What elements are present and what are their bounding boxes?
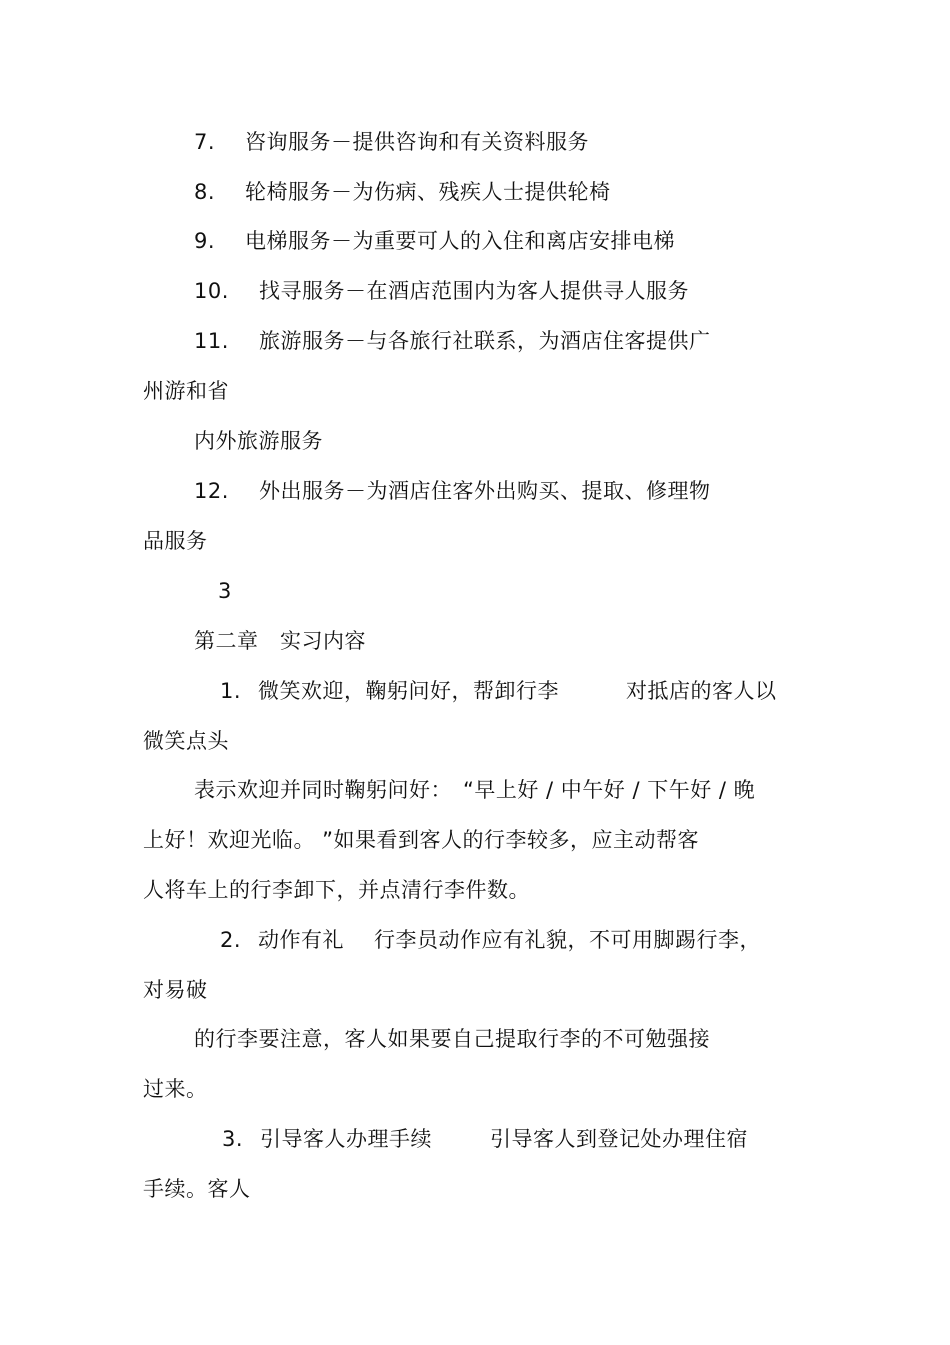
list-item-text: 旅游服务－与各旅行社联系，为酒店住客提供广 xyxy=(259,329,711,353)
text-line: 人将车上的行李卸下，并点清行李件数。 xyxy=(143,878,530,902)
list-number: 3. xyxy=(222,1127,244,1151)
list-item-text: 找寻服务－在酒店范围内为客人提供寻人服务 xyxy=(259,279,689,303)
text-line: 过来。 xyxy=(143,1077,208,1101)
list-number: 7. xyxy=(194,130,216,154)
text-line: 表示欢迎并同时鞠躬问好： “早上好 / 中午好 / 下午好 / 晚 xyxy=(194,778,756,802)
text-line: 对易破 xyxy=(143,978,208,1002)
list-item-text: 咨询服务－提供咨询和有关资料服务 xyxy=(245,130,589,154)
text-line: 州游和省 xyxy=(143,379,229,403)
text-line: 上好！欢迎光临。 ”如果看到客人的行李较多，应主动帮客 xyxy=(143,828,700,852)
list-number: 10. xyxy=(194,279,229,303)
text-line: 品服务 xyxy=(143,529,208,553)
list-item-title: 微笑欢迎，鞠躬问好，帮卸行李 xyxy=(258,679,559,703)
list-item-title: 动作有礼 xyxy=(258,928,344,952)
list-number: 1. xyxy=(220,679,242,703)
list-number: 2. xyxy=(220,928,242,952)
list-item-text: 外出服务－为酒店住客外出购买、提取、修理物 xyxy=(259,479,711,503)
list-number: 8. xyxy=(194,180,216,204)
list-number: 11. xyxy=(194,329,229,353)
text-line: 手续。客人 xyxy=(143,1177,251,1201)
list-item-text: 对抵店的客人以 xyxy=(626,679,777,703)
list-item-text: 电梯服务－为重要可人的入住和离店安排电梯 xyxy=(245,229,675,253)
list-item-text: 引导客人到登记处办理住宿 xyxy=(490,1127,748,1151)
text-line: 的行李要注意，客人如果要自己提取行李的不可勉强接 xyxy=(194,1027,710,1051)
list-number: 12. xyxy=(194,479,229,503)
list-item-title: 引导客人办理手续 xyxy=(260,1127,432,1151)
page-number: 3 xyxy=(218,579,232,603)
list-number: 9. xyxy=(194,229,216,253)
text-line: 微笑点头 xyxy=(143,729,229,753)
list-item-text: 行李员动作应有礼貌，不可用脚踢行李， xyxy=(374,928,761,952)
list-item-text: 轮椅服务－为伤病、残疾人士提供轮椅 xyxy=(245,180,611,204)
text-line: 内外旅游服务 xyxy=(194,429,323,453)
chapter-heading: 第二章 实习内容 xyxy=(194,629,366,653)
